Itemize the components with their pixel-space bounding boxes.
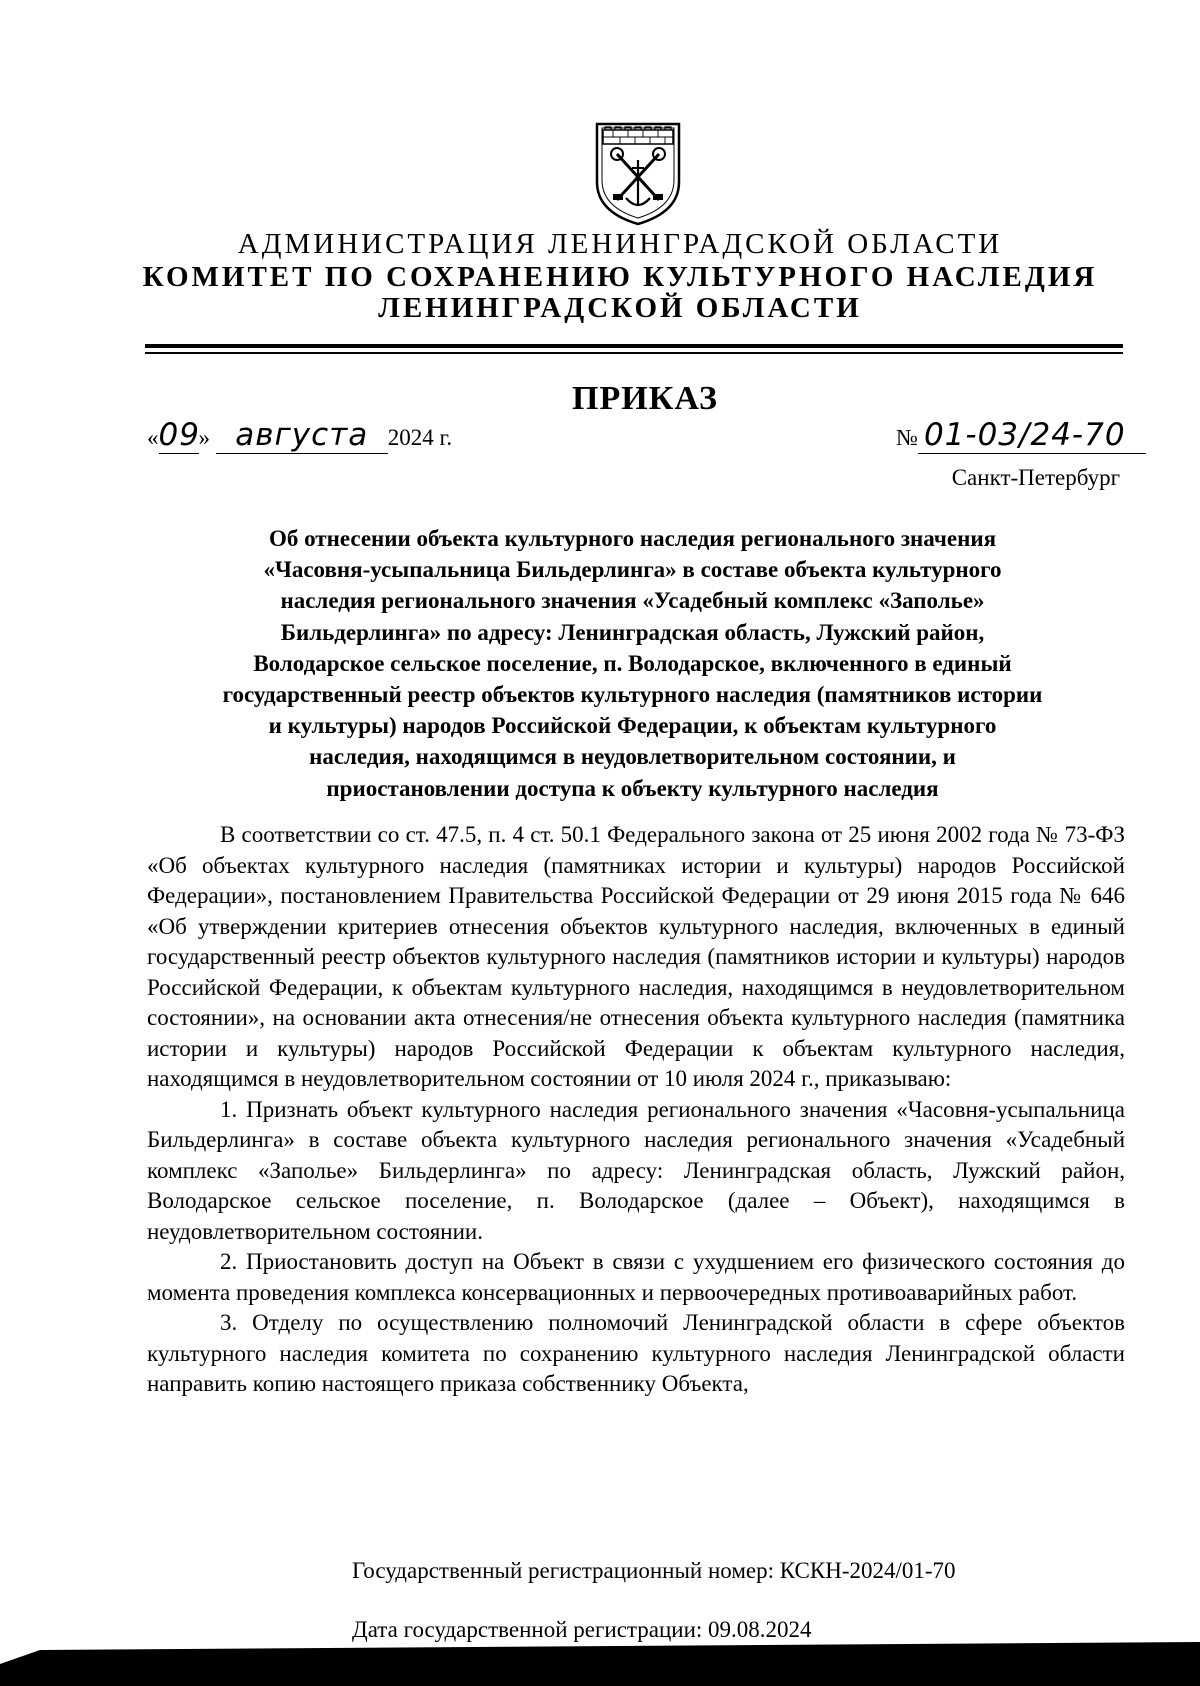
committee-heading: КОМИТЕТ ПО СОХРАНЕНИЮ КУЛЬТУРНОГО НАСЛЕДИЯ	[142, 261, 1098, 293]
date-day-handwritten: 09	[158, 417, 200, 453]
date-day-field	[158, 417, 200, 454]
body-item-1: 1. Признать объект культурного наследия регионального значения «Часовня-усыпальница Бильдерлинга» в составе объекта культурного наследия регионального значения «Усадебный комплекс «Заполье» Бильдерлинга» по адресу: Ленинградская область, Лужский район, Володарское сельское поселение, п. Володарское (далее – Объект), находящимся в неудовлетворительном состоянии.	[147, 1096, 1125, 1244]
order-number-handwritten: 01-03/24-70	[923, 417, 1126, 453]
body-preamble: В соответствии со ст. 47.5, п. 4 ст. 50.1 Федерального закона от 25 июня 2002 года № 73-ФЗ «Об объектах культурного наследия (памятниках истории и культуры) народов Российской Федерации», постановлением Правительства Российской Федерации от 29 июня 2015 года № 646 «Об утверждении критериев отнесения объектов культурного наследия, включенных в единый государственный реестр объектов культурного наследия (памятников истории и культуры) народов Российской Федерации, к объектам культурного наследия, находящимся в неудовлетворительном состоянии», на основании акта отнесения/не отнесения объекта культурного наследия (памятника истории и культуры) народов Российской Федерации к объектам культурного наследия, находящимся в неудовлетворительном состоянии от 10 июля 2024 г., приказываю:	[147, 822, 1125, 1091]
subject-line: Бильдерлинга» по адресу: Ленинградская область, Лужский район,	[280, 619, 985, 645]
subject-line: наследия, находящимся в неудовлетворительном состоянии, и	[309, 744, 956, 770]
order-date	[147, 417, 453, 454]
date-open-quote: «	[147, 425, 159, 450]
administration-heading: АДМИНИСТРАЦИЯ ЛЕНИНГРАДСКОЙ ОБЛАСТИ	[237, 228, 1003, 260]
order-body	[147, 820, 1125, 1400]
body-item-2: 2. Приостановить доступ на Объект в связи с ухудшением его физического состояния до момента проведения комплекса консервационных и первоочередных противоаварийных работ.	[147, 1249, 1125, 1305]
header-divider-thin	[145, 352, 1123, 354]
body-item-3: 3. Отделу по осуществлению полномочий Ленинградской области в сфере объектов культурного наследия комитета по сохранению культурного наследия Ленинградской области направить копию настоящего приказа собственнику Объекта,	[147, 1310, 1125, 1396]
subject-line: наследия регионального значения «Усадебный комплекс «Заполье»	[280, 588, 985, 614]
date-close-quote: »	[198, 425, 210, 450]
registration-number: Государственный регистрационный номер: КСКН-2024/01-70	[352, 1558, 956, 1583]
date-month-handwritten: августа	[235, 417, 369, 453]
order-number	[896, 417, 1146, 454]
date-month-field	[216, 417, 388, 454]
order-city: Санкт-Петербург	[951, 465, 1120, 490]
registration-date: Дата государственной регистрации: 09.08.2024	[352, 1617, 812, 1642]
subject-line: Об отнесении объекта культурного наследия регионального значения	[268, 526, 997, 551]
header-divider-thick	[145, 344, 1123, 348]
order-number-field	[918, 417, 1146, 454]
scan-border-band	[0, 1642, 1200, 1686]
order-title: ПРИКАЗ	[572, 380, 718, 417]
order-subject	[140, 523, 1125, 804]
region-heading: ЛЕНИНГРАДСКОЙ ОБЛАСТИ	[378, 292, 862, 324]
date-year: 2024 г.	[387, 425, 453, 450]
subject-line: Володарское сельское поселение, п. Володарское, включенного в единый	[253, 650, 1012, 676]
subject-line: и культуры) народов Российской Федерации, к объектам культурного	[268, 713, 997, 739]
subject-line: приостановлении доступа к объекту культурного наследия	[326, 775, 939, 801]
subject-line: государственный реестр объектов культурного наследия (памятников истории	[222, 682, 1043, 708]
number-prefix: №	[896, 425, 918, 450]
subject-line: «Часовня-усыпальница Бильдерлинга» в составе объекта культурного	[263, 557, 1002, 583]
coat-of-arms-icon	[593, 120, 683, 228]
